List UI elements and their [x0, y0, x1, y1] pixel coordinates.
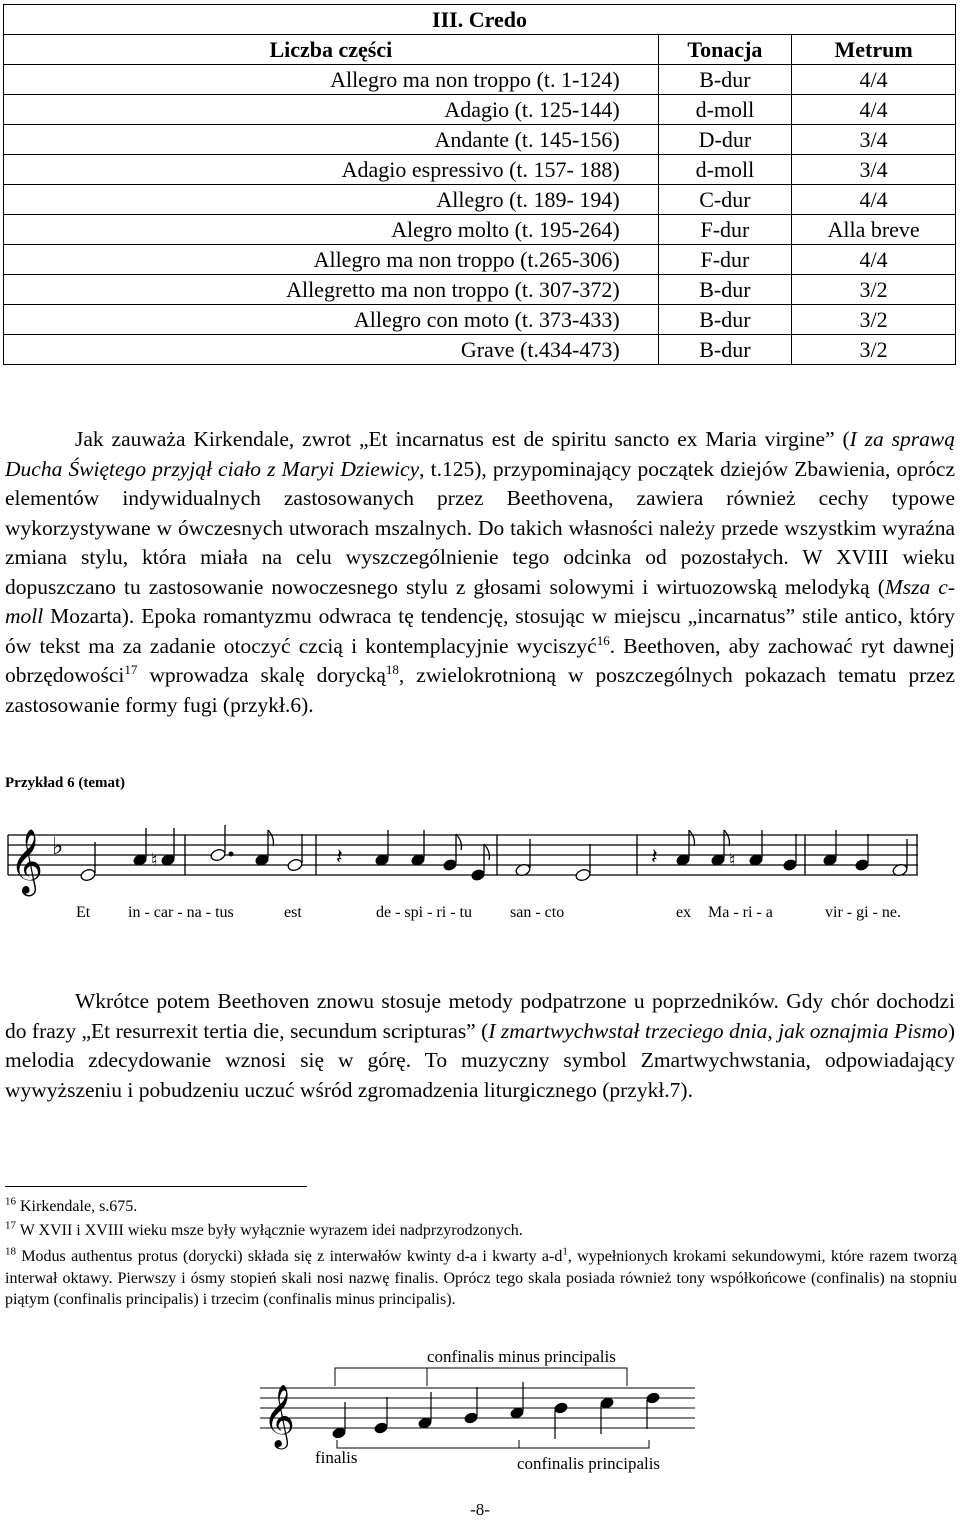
- cell-meter: 4/4: [792, 185, 956, 215]
- footnote-superscript: 1: [562, 1245, 568, 1258]
- italic-translation: I za sprawą Ducha Świętego przyjął ciało z Maryi Dziewicy: [5, 427, 955, 481]
- footnote-number: 18: [5, 1245, 16, 1258]
- example-heading: Przykład 6 (temat): [5, 775, 125, 791]
- cell-key: B-dur: [658, 65, 792, 95]
- paragraph-incarnatus: [5, 425, 955, 720]
- footnote-ref-17[interactable]: 17: [124, 661, 138, 677]
- cell-key: B-dur: [658, 275, 792, 305]
- lyrics: [76, 904, 901, 921]
- paragraph-resurrexit: [5, 987, 955, 1105]
- cell-meter: 3/2: [792, 335, 956, 365]
- cell-part: Allegro (t. 189- 194): [4, 185, 659, 215]
- text-run: Jak zauważa Kirkendale, zwrot „Et incarnatus est de spiritu sancto ex Maria virgine” (: [75, 427, 850, 451]
- svg-text:𝄽: 𝄽: [651, 844, 658, 869]
- footnote-number: 17: [5, 1219, 16, 1232]
- cell-key: F-dur: [658, 245, 792, 275]
- lyric-syllable: in - car - na - tus: [128, 904, 234, 921]
- cell-part: Allegro ma non troppo (t.265-306): [4, 245, 659, 275]
- lyric-syllable: vir - gi - ne.: [825, 904, 901, 921]
- music-example-6: [0, 820, 960, 930]
- footnote-text: Modus authentus protus (dorycki) składa się z interwałów kwinty d-a i kwarty a-d: [16, 1248, 563, 1265]
- label-confinalis-minus: confinalis minus principalis: [427, 1347, 616, 1366]
- cell-part: Allegretto ma non troppo (t. 307-372): [4, 275, 659, 305]
- col-header-parts: Liczba części: [4, 35, 659, 65]
- credo-table: [3, 4, 956, 365]
- text-run: , zwielokrotnioną w poszczególnych pokazach tematu przez zastosowanie formy fugi (przykł.6).: [5, 663, 955, 717]
- treble-clef-icon: 𝄞: [10, 831, 44, 893]
- table-row: [4, 125, 956, 155]
- cell-part: Andante (t. 145-156): [4, 125, 659, 155]
- lyric-syllable: Et: [76, 904, 91, 921]
- cell-meter: 4/4: [792, 95, 956, 125]
- footnote-ref-16[interactable]: 16: [596, 632, 610, 648]
- text-run: Wkrótce potem Beethoven znowu stosuje metody podpatrzone u poprzedników. Gdy chór dochodzi do frazy „Et resurrexit tertia die, secundum scripturas” (: [5, 989, 955, 1043]
- lyric-syllable: est: [284, 904, 302, 921]
- cell-key: F-dur: [658, 215, 792, 245]
- table-row: [4, 65, 956, 95]
- staff-lines: [8, 835, 918, 875]
- page-number: -8-: [470, 1500, 490, 1519]
- cell-meter: 3/2: [792, 275, 956, 305]
- italic-title: Msza c-moll: [5, 574, 955, 628]
- cell-key: d-moll: [658, 155, 792, 185]
- footnote-number: 16: [5, 1195, 16, 1208]
- treble-clef-icon: 𝄞: [263, 1386, 295, 1446]
- italic-translation: I zmartwychwstał trzeciego dnia, jak oznajmia Pismo: [488, 1018, 948, 1043]
- footnote-text: , wypełnionych krokami sekundowymi, które razem tworzą interwał oktawy. Pierwszy i ósmy stopień skali nosi nazwę finalis. Oprócz tego skala posiada również tony współkońcowe (confinalis) na stopniu piątym (confinalis principalis) i trzecim (confinalis minus principalis).: [5, 1248, 957, 1308]
- text-run: Mozarta). Epoka romantyzmu odwraca tę tendencję, stosując w miejscu „incarnatus” stile antico, który ów tekst ma za zadanie otoczyć czcią i kontemplacyjnie wyciszyć: [5, 604, 955, 658]
- cell-meter: 3/4: [792, 155, 956, 185]
- lyric-syllable: Ma - ri - a: [708, 904, 773, 921]
- lyric-syllable: de - spi - ri - tu: [376, 904, 472, 921]
- cell-part: Alegro molto (t. 195-264): [4, 215, 659, 245]
- text-run: . Beethoven, aby zachować ryt dawnej obrzędowości: [5, 633, 955, 687]
- table-row: [4, 185, 956, 215]
- lyric-syllable: san - cto: [510, 904, 565, 921]
- notes: [80, 825, 909, 882]
- footnote-17: [5, 1220, 957, 1242]
- footnote-16: [5, 1196, 957, 1218]
- footnote-18: [5, 1246, 957, 1311]
- cell-meter: Alla breve: [792, 215, 956, 245]
- cell-part: Adagio espressivo (t. 157- 188): [4, 155, 659, 185]
- cell-key: C-dur: [658, 185, 792, 215]
- footnote-text: Kirkendale, s.675.: [16, 1198, 138, 1215]
- col-header-key: Tonacja: [658, 35, 792, 65]
- table-row: [4, 275, 956, 305]
- text-run: wprowadza skalę dorycką: [137, 663, 386, 687]
- cell-part: Grave (t.434-473): [4, 335, 659, 365]
- cell-part: Allegro con moto (t. 373-433): [4, 305, 659, 335]
- col-header-meter: Metrum: [792, 35, 956, 65]
- svg-text:♮: ♮: [151, 850, 158, 870]
- table-row: [4, 155, 956, 185]
- svg-text:♮: ♮: [729, 850, 736, 870]
- cell-key: B-dur: [658, 335, 792, 365]
- text-run: ) melodia zdecydowanie wznosi się w górę. To muzyczny symbol Zmartwychwstania, odpowiadający wywyższeniu i pobudzeniu uczuć wśród zgromadzenia liturgicznego (przykł.7).: [5, 1018, 955, 1102]
- cell-part: Allegro ma non troppo (t. 1-124): [4, 65, 659, 95]
- table-row: [4, 245, 956, 275]
- text-run: , t.125), przypominający początek dziejów Zbawienia, oprócz elementów indywidualnych zastosowanych przez Beethovena, zawiera również cechy typowe wykorzystywane w ówczesnych utworach mszalnych. Do takich własności należy przede wszystkim wyraźna zmiana stylu, która miała na celu wyszczególnienie tego odcinka od pozostałych. W XVIII wieku dopuszczano tu zastosowanie nowoczesnego stylu z głosami solowymi i wirtuozowską melodyką (: [5, 456, 955, 599]
- cell-meter: 3/4: [792, 125, 956, 155]
- table-row: [4, 215, 956, 245]
- svg-text:𝄽: 𝄽: [336, 844, 343, 869]
- table-row: [4, 335, 956, 365]
- cell-meter: 4/4: [792, 245, 956, 275]
- scale-notes: [332, 1382, 660, 1439]
- table-title: III. Credo: [4, 5, 956, 35]
- label-confinalis-principalis: confinalis principalis: [517, 1454, 661, 1473]
- flat-icon: ♭: [52, 834, 64, 860]
- table-row: [4, 305, 956, 335]
- footnote-text: W XVII i XVIII wieku msze były wyłącznie wyrazem idei nadprzyrodzonych.: [16, 1222, 523, 1239]
- table-row: [4, 95, 956, 125]
- cell-key: B-dur: [658, 305, 792, 335]
- cell-key: D-dur: [658, 125, 792, 155]
- cell-meter: 3/2: [792, 305, 956, 335]
- label-finalis: finalis: [315, 1448, 358, 1467]
- cell-meter: 4/4: [792, 65, 956, 95]
- dorian-scale-example: [255, 1340, 705, 1480]
- cell-part: Adagio (t. 125-144): [4, 95, 659, 125]
- cell-key: d-moll: [658, 95, 792, 125]
- footnote-rule: [5, 1186, 307, 1187]
- lyric-syllable: ex: [676, 904, 692, 921]
- footnote-ref-18[interactable]: 18: [385, 661, 399, 677]
